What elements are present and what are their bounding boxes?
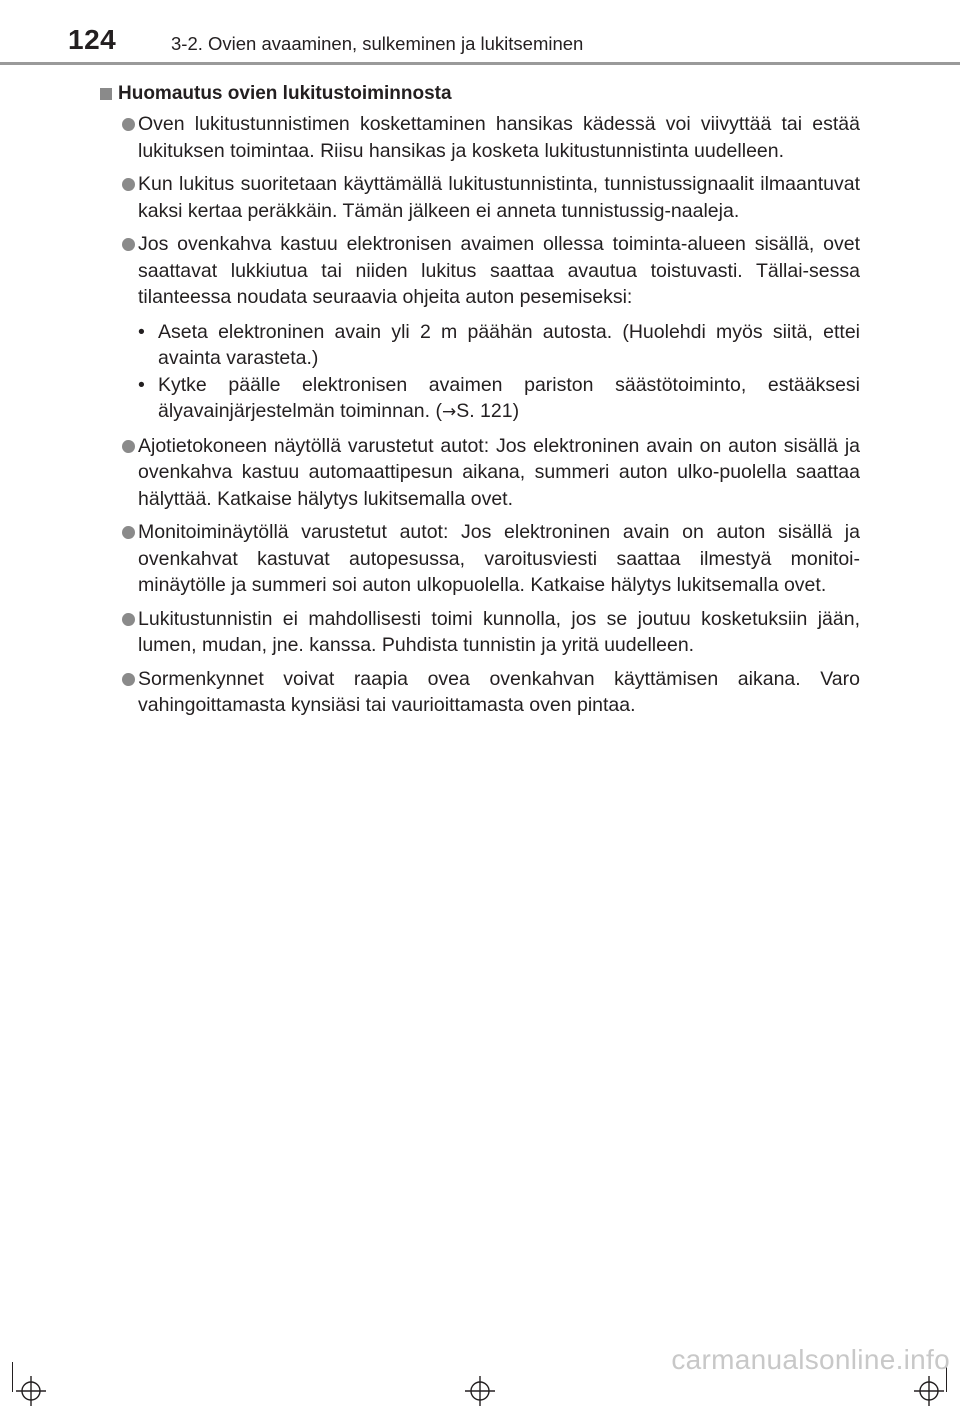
note-item [100,231,860,426]
dot-bullet-icon: • [138,373,145,396]
note-text: Jos ovenkahva kastuu elektronisen avaimen ollessa toiminta-alueen sisällä, ovet saattavat lukkiutua tai niiden lukitus saattaa avautua toistuvasti. Tällai-sessa tilanteessa noudata seuraavia ohjeita auton pesemiseksi: [138,233,860,308]
registration-mark-icon [465,1376,495,1406]
note-item [100,171,860,224]
page-content [100,81,860,726]
watermark: carmanualsonline.info [671,1344,950,1375]
note-item [100,111,860,164]
circle-bullet-icon [122,526,135,539]
section-heading [100,81,860,107]
page-number: 124 [68,24,117,55]
note-item [100,666,860,719]
circle-bullet-icon [122,238,135,251]
page-reference[interactable]: S. 121) [456,400,520,422]
note-text: Oven lukitustunnistimen koskettaminen hansikas kädessä voi viivyttää tai estää lukituksen toimintaa. Riisu hansikas ja kosketa lukitustunnistinta uudelleen. [138,113,860,162]
circle-bullet-icon [122,613,135,626]
sub-item-text: Kytke päälle elektronisen avaimen pariston säästötoiminto, estääksesi älyavainjärjestelmän toiminnan. ( [158,373,860,422]
dot-bullet-icon: • [138,320,145,343]
header-divider [0,62,960,65]
sub-list [118,319,860,426]
square-bullet-icon [100,88,112,100]
trim-mark [12,1362,13,1392]
note-item [100,519,860,599]
circle-bullet-icon [122,673,135,686]
section-heading-text: Huomautus ovien lukitustoiminnosta [118,83,452,104]
circle-bullet-icon [122,178,135,191]
page-header [0,0,960,64]
registration-mark-icon [16,1376,46,1406]
note-text: Monitoiminäytöllä varustetut autot: Jos elektroninen avain on auton sisällä ja ovenkahvat kastuvat autopesussa, varoitusviesti saattaa ilmestyä monitoi-minäytölle ja summeri soi auton ulkopuolella. Katkaise hälytys lukitsemalla ovet. [138,521,860,596]
arrow-right-icon: → [441,402,457,422]
sub-item-text: Aseta elektroninen avain yli 2 m päähän autosta. (Huolehdi myös siitä, ettei avainta varasteta.) [158,320,860,369]
registration-mark-icon [914,1376,944,1406]
note-item [100,606,860,659]
note-text: Lukitustunnistin ei mahdollisesti toimi kunnolla, jos se joutuu kosketuksiin jään, lumen, mudan, jne. kanssa. Puhdista tunnistin ja yritä uudelleen. [138,607,860,656]
circle-bullet-icon [122,118,135,131]
sub-list-item [118,319,860,372]
note-text: Kun lukitus suoritetaan käyttämällä lukitustunnistinta, tunnistussignaalit ilmaantuvat kaksi kertaa peräkkäin. Tämän jälkeen ei anneta tunnistussig-naaleja. [138,173,860,222]
note-item [100,433,860,513]
chapter-title: 3-2. Ovien avaaminen, sulkeminen ja lukitseminen [171,33,584,54]
circle-bullet-icon [122,440,135,453]
note-text: Sormenkynnet voivat raapia ovea ovenkahvan käyttämisen aikana. Varo vahingoittamasta kynsiäsi tai vaurioittamasta oven pintaa. [138,667,860,716]
sub-list-item [118,372,860,426]
note-text: Ajotietokoneen näytöllä varustetut autot: Jos elektroninen avain on auton sisällä ja ovenkahva kastuu automaattipesun aikana, summeri auton ulko-puolella saattaa hälyttää. Katkaise hälytys lukitsemalla ovet. [138,434,860,510]
